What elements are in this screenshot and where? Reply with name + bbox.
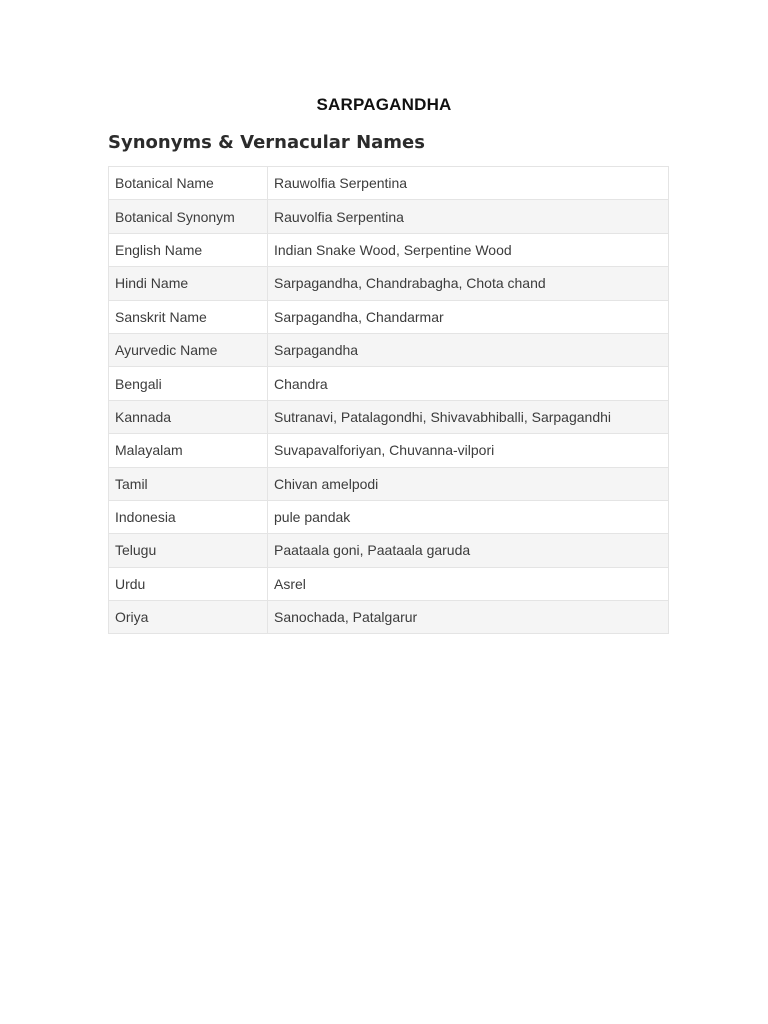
table-row	[109, 500, 669, 533]
row-value: Asrel	[268, 567, 669, 600]
row-value: Sarpagandha, Chandarmar	[268, 300, 669, 333]
row-value: Chandra	[268, 367, 669, 400]
row-value: Sutranavi, Patalagondhi, Shivavabhiballi, Sarpagandhi	[268, 400, 669, 433]
row-label: Telugu	[109, 534, 268, 567]
vernacular-names-table	[108, 166, 669, 634]
table-row	[109, 333, 669, 366]
row-value: Paataala goni, Paataala garuda	[268, 534, 669, 567]
row-label: Malayalam	[109, 434, 268, 467]
row-value: Suvapavalforiyan, Chuvanna-vilpori	[268, 434, 669, 467]
row-label: Kannada	[109, 400, 268, 433]
row-value: Sanochada, Patalgarur	[268, 601, 669, 634]
row-value: pule pandak	[268, 500, 669, 533]
row-label: Urdu	[109, 567, 268, 600]
row-value: Chivan amelpodi	[268, 467, 669, 500]
table-row	[109, 267, 669, 300]
row-label: Bengali	[109, 367, 268, 400]
row-label: Botanical Name	[109, 167, 268, 200]
row-label: Indonesia	[109, 500, 268, 533]
row-value: Sarpagandha, Chandrabagha, Chota chand	[268, 267, 669, 300]
row-label: Botanical Synonym	[109, 200, 268, 233]
row-label: English Name	[109, 233, 268, 266]
table-row	[109, 567, 669, 600]
table-row	[109, 300, 669, 333]
document-title: SARPAGANDHA	[316, 95, 452, 114]
table-row	[109, 534, 669, 567]
row-label: Oriya	[109, 601, 268, 634]
row-value: Indian Snake Wood, Serpentine Wood	[268, 233, 669, 266]
table-row	[109, 167, 669, 200]
table-row	[109, 601, 669, 634]
row-value: Rauvolfia Serpentina	[268, 200, 669, 233]
row-value: Sarpagandha	[268, 333, 669, 366]
section-heading: Synonyms & Vernacular Names	[108, 132, 425, 153]
table-row	[109, 367, 669, 400]
table-row	[109, 434, 669, 467]
table-row	[109, 200, 669, 233]
row-label: Hindi Name	[109, 267, 268, 300]
row-label: Ayurvedic Name	[109, 333, 268, 366]
table-row	[109, 233, 669, 266]
table-row	[109, 400, 669, 433]
row-value: Rauwolfia Serpentina	[268, 167, 669, 200]
row-label: Tamil	[109, 467, 268, 500]
row-label: Sanskrit Name	[109, 300, 268, 333]
table-row	[109, 467, 669, 500]
